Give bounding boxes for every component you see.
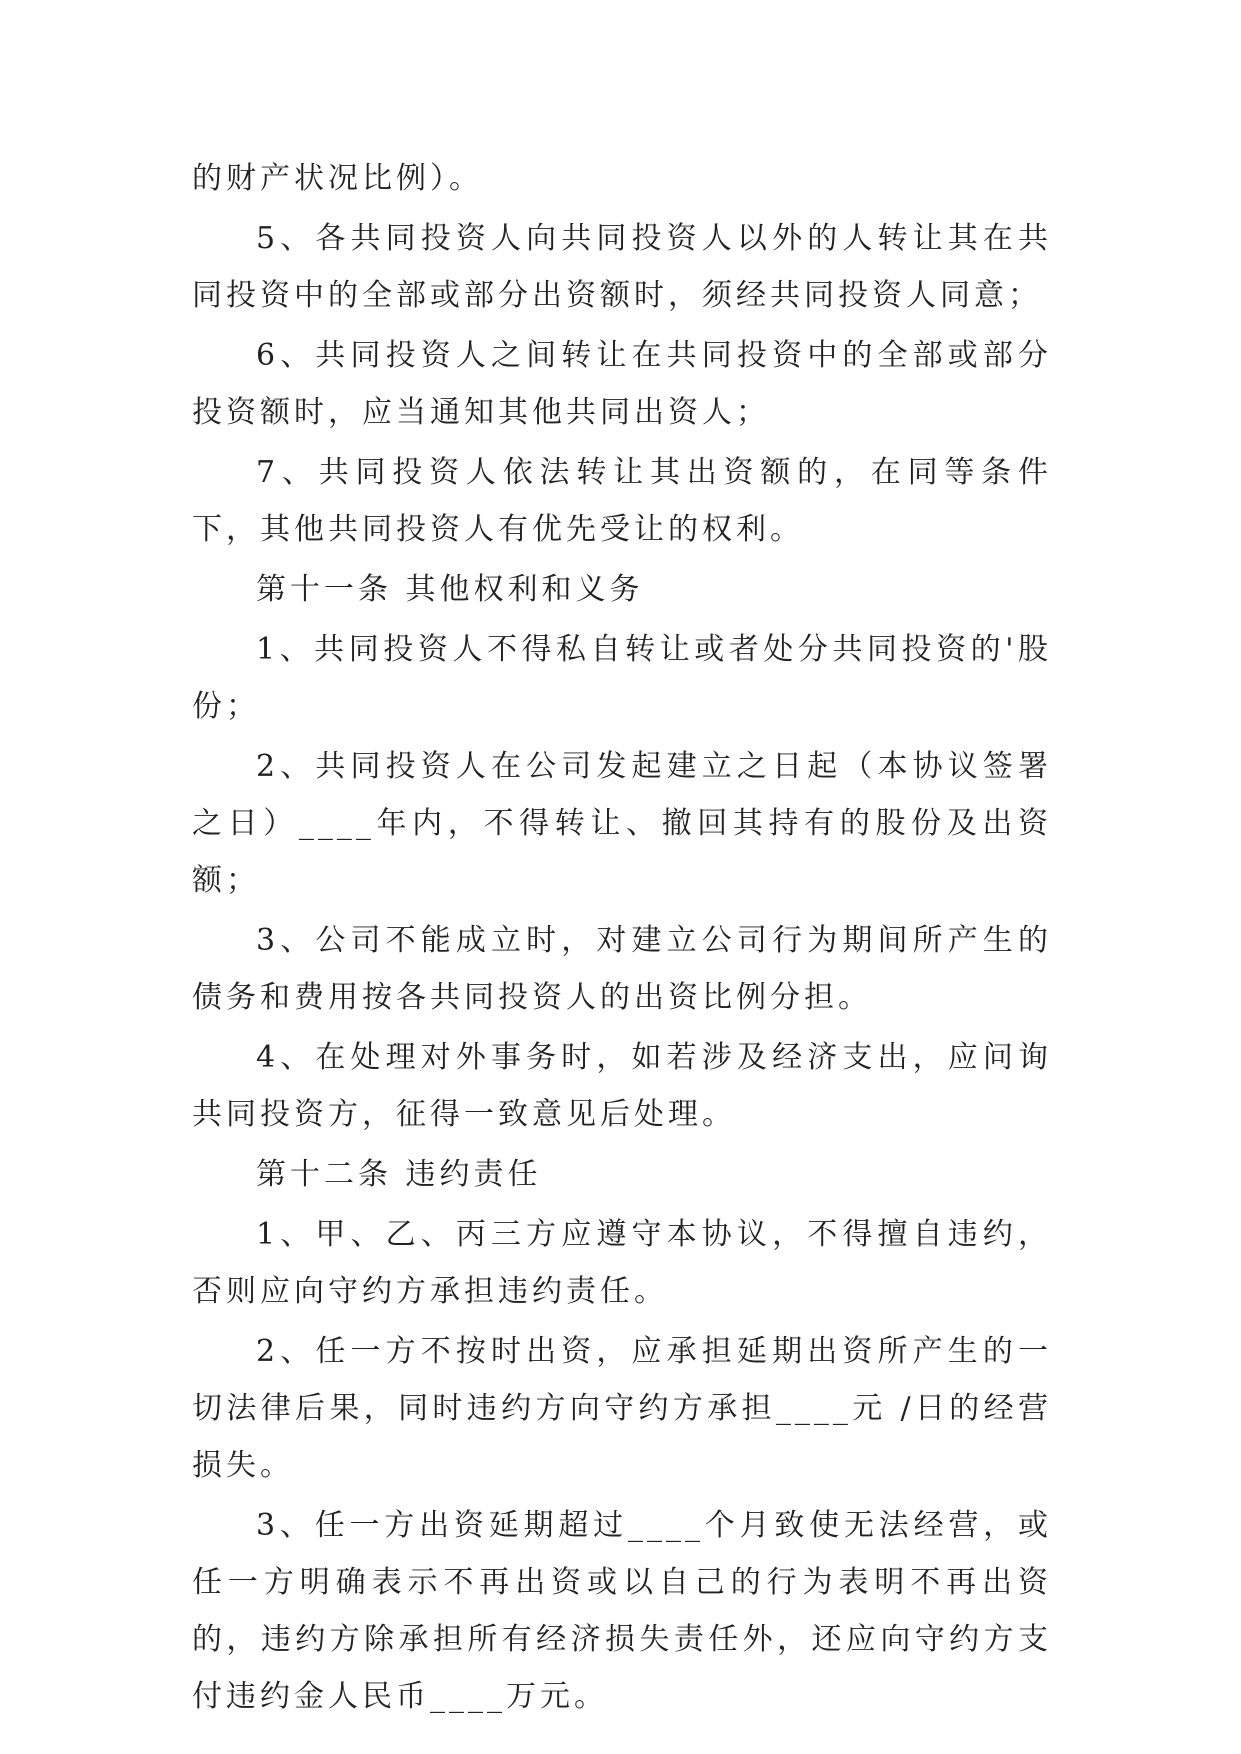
clause-7-priority-right: 7、共同投资人依法转让其出资额的，在同等条件下，其他共同投资人有优先受让的权利。 [192, 455, 1052, 547]
article-12-item-3: 3、任一方出资延期超过____个月致使无法经营，或任一方明确表示不再出资或以自己的行为表明不再出资的，违约方除承担所有经济损失责任外，还应向守约方支付违约金人民币____万元。 [192, 1508, 1052, 1714]
article-12-heading: 第十二条 违约责任 [256, 1157, 542, 1192]
document-body [192, 150, 1052, 1728]
article-11-heading: 第十一条 其他权利和义务 [256, 572, 644, 607]
article-12-item-1: 1、甲、乙、丙三方应遵守本协议，不得擅自违约，否则应向守约方承担违约责任。 [192, 1217, 1052, 1309]
article-11-item-1: 1、共同投资人不得私自转让或者处分共同投资的'股份； [192, 632, 1052, 724]
article-12-item-2: 2、任一方不按时出资，应承担延期出资所产生的一切法律后果，同时违约方向守约方承担____元 /日的经营损失。 [192, 1334, 1052, 1483]
article-11-item-3: 3、公司不能成立时，对建立公司行为期间所产生的债务和费用按各共同投资人的出资比例分担。 [192, 923, 1052, 1015]
clause-6-transfer-between: 6、共同投资人之间转让在共同投资中的全部或部分投资额时，应当通知其他共同出资人； [192, 338, 1052, 430]
clause-5-transfer-outside: 5、各共同投资人向共同投资人以外的人转让其在共同投资中的全部或部分出资额时，须经共同投资人同意； [192, 221, 1052, 313]
paragraph-continuation: 的财产状况比例）。 [192, 161, 483, 196]
article-11-item-2: 2、共同投资人在公司发起建立之日起（本协议签署之日）____年内，不得转让、撤回其持有的股份及出资额； [192, 749, 1052, 898]
article-11-item-4: 4、在处理对外事务时，如若涉及经济支出，应问询共同投资方，征得一致意见后处理。 [192, 1040, 1052, 1132]
